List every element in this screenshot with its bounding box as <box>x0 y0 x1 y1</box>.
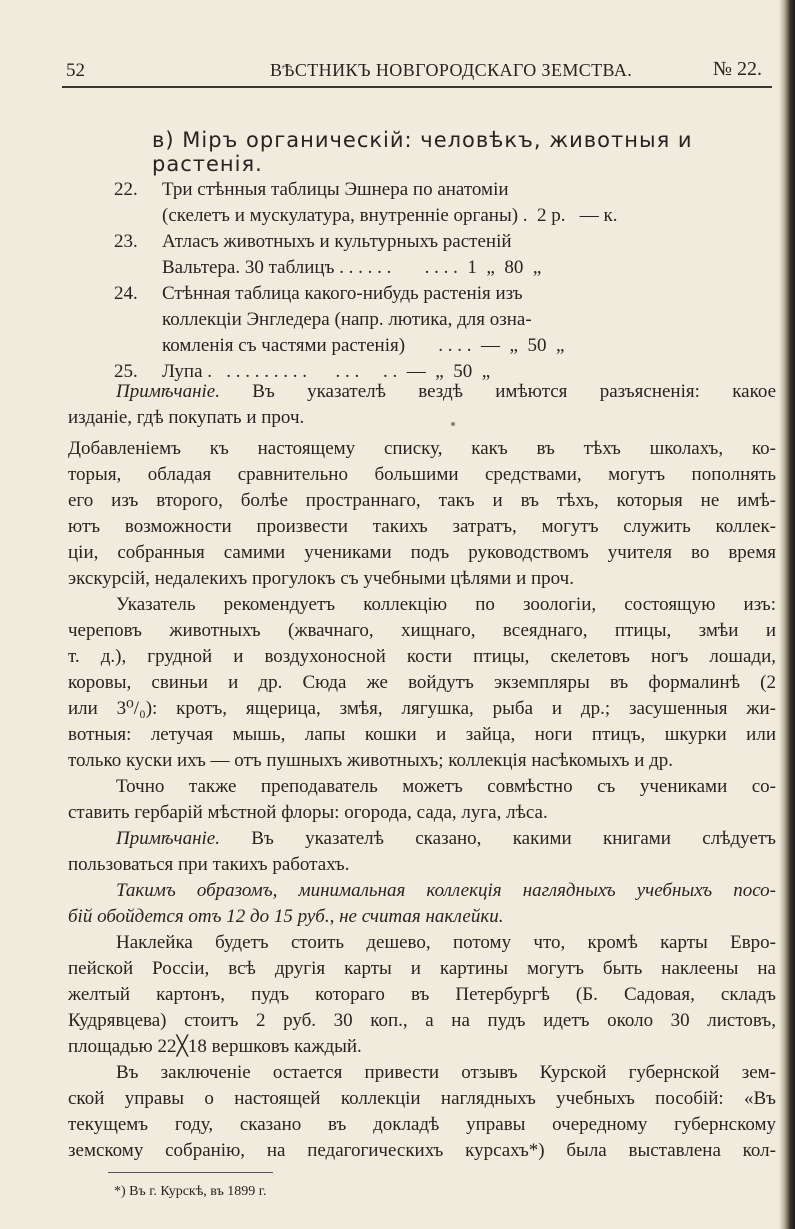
paragraph-1 <box>68 436 776 592</box>
text-line: земскому собранію, на педагогическихъ курсахъ*) была выставлена кол- <box>68 1140 776 1161</box>
text-line: ютъ возможности произвести такихъ затратъ, могутъ служить коллек- <box>68 516 776 537</box>
text-line: Добавленіемъ къ настоящему списку, какъ въ тѣхъ школахъ, ко- <box>68 438 776 459</box>
text-line: или 3⁰/₀): кротъ, ящерица, змѣя, лягушка, рыба и др.; засушенныя жи- <box>68 698 776 719</box>
text-line: Въ заключеніе остается привести отзывъ Курской губернской зем- <box>116 1062 776 1083</box>
list-item <box>114 281 774 359</box>
text-line: ставить гербарій мѣстной флоры: огорода, сада, луга, лѣса. <box>68 802 548 823</box>
item-line: комленія съ частями растенія) . . . . — „ 50 „ <box>162 335 565 356</box>
price-list <box>114 177 774 385</box>
item-number: 23. <box>114 231 138 252</box>
item-number: 22. <box>114 179 138 200</box>
note-label: Примѣчаніе. <box>116 381 220 402</box>
item-line: Вальтера. 30 таблицъ . . . . . . . . . . 1 „ 80 „ <box>162 257 542 278</box>
text-line: текущемъ году, сказано въ докладѣ управы очередному губернскому <box>68 1114 776 1135</box>
note-text: Въ указателѣ сказано, какими книгами слѣдуетъ <box>219 828 776 849</box>
paragraph-2 <box>68 592 776 774</box>
footnote: *) Въ г. Курскѣ, въ 1899 г. <box>114 1184 267 1199</box>
text-line: т. д.), грудной и воздухоносной кости птицы, скелетовъ ногъ лошади, <box>68 646 776 667</box>
paragraph-3 <box>68 774 776 826</box>
journal-title: ВѢСТНИКЪ НОВГОРОДСКАГО ЗЕМСТВА. <box>270 60 633 80</box>
text-line: Такимъ образомъ, минимальная коллекція наглядныхъ учебныхъ посо- <box>116 880 776 901</box>
text-line: череповъ животныхъ (жвачнаго, хищнаго, всеяднаго, птицы, змѣи и <box>68 620 776 641</box>
book-spine-shadow <box>779 0 795 1229</box>
item-number: 24. <box>114 283 138 304</box>
text-line: его изъ второго, болѣе пространнаго, такъ и въ тѣхъ, которыя не имѣ- <box>68 490 776 511</box>
note-text: Въ указателѣ вездѣ имѣются разъясненія: какое <box>219 381 776 402</box>
note-line: изданіе, гдѣ покупать и проч. <box>68 407 305 428</box>
note-line <box>68 826 776 852</box>
item-line: Атласъ животныхъ и культурныхъ растеній <box>162 231 512 252</box>
paragraph-4 <box>68 930 776 1060</box>
paragraph-5-lines <box>68 1060 776 1112</box>
list-item <box>114 177 774 229</box>
note-1 <box>68 379 776 431</box>
note-line <box>68 379 776 405</box>
text-line: Указатель рекомендуетъ коллекцію по зоологіи, состоящую изъ: <box>116 594 776 615</box>
text-line: площадью 22╳18 вершковъ каждый. <box>68 1036 362 1057</box>
paragraph-5-cont <box>68 1112 776 1164</box>
item-line: Лупа . . . . . . . . . . . . . . . — „ 50 „ <box>162 361 491 382</box>
ink-speck <box>451 422 455 426</box>
list-item <box>114 229 774 281</box>
note-label: Примѣчаніе. <box>116 828 220 849</box>
text-line: пейской Россіи, всѣ другія карты и картины могутъ быть наклеены на <box>68 958 776 979</box>
text-line: ской управы о настоящей коллекціи наглядныхъ учебныхъ пособій: «Въ <box>68 1088 776 1109</box>
text-line: только куски ихъ — отъ пушныхъ животныхъ; коллекція насѣкомыхъ и др. <box>68 750 674 771</box>
header-rule <box>62 86 772 88</box>
text-line: ціи, собранныя самими учениками подъ руководствомъ учителя во время <box>68 542 776 563</box>
text-line: торыя, обладая сравнительно большими средствами, могутъ пополнять <box>68 464 776 485</box>
item-line: Три стѣнныя таблицы Эшнера по анатоміи <box>162 179 509 200</box>
item-line: (скелетъ и мускулатура, внутренніе органы) . 2 р. — к. <box>162 205 618 226</box>
text-line: экскурсій, недалекихъ прогулокъ съ учебными цѣлями и проч. <box>68 568 574 589</box>
item-line: коллекціи Энгледера (напр. лютика, для озна- <box>162 309 532 330</box>
summary-paragraph <box>68 878 776 930</box>
note-2 <box>68 826 776 878</box>
page-header <box>66 60 766 84</box>
footnote-rule <box>108 1172 273 1173</box>
issue-number: № 22. <box>712 58 762 80</box>
text-line: Точно также преподаватель можетъ совмѣстно съ учениками со- <box>116 776 776 797</box>
section-title: в) Міръ органическій: человѣкъ, животныя и растенія. <box>152 128 693 176</box>
text-line: желтый картонъ, пудъ котораго въ Петербургѣ (Б. Садовая, складъ <box>68 984 776 1005</box>
text-line: коровы, свиньи и др. Сюда же войдутъ экземпляры въ формалинѣ (2 <box>68 672 776 693</box>
page-number: 52 <box>66 60 85 81</box>
text-line: вотныя: летучая мышь, лапы кошки и зайца, ноги птицъ, шкурки или <box>68 724 776 745</box>
text-line: бій обойдется отъ 12 до 15 руб., не считая наклейки. <box>68 906 504 927</box>
note-line: пользоваться при такихъ работахъ. <box>68 854 350 875</box>
text-line: Наклейка будетъ стоить дешево, потому что, кромѣ карты Евро- <box>116 932 776 953</box>
item-line: Стѣнная таблица какого-нибудь растенія изъ <box>162 283 523 304</box>
item-number: 25. <box>114 361 138 382</box>
text-line: Кудрявцева) стоитъ 2 руб. 30 коп., а на пудъ идетъ около 30 листовъ, <box>68 1010 776 1031</box>
